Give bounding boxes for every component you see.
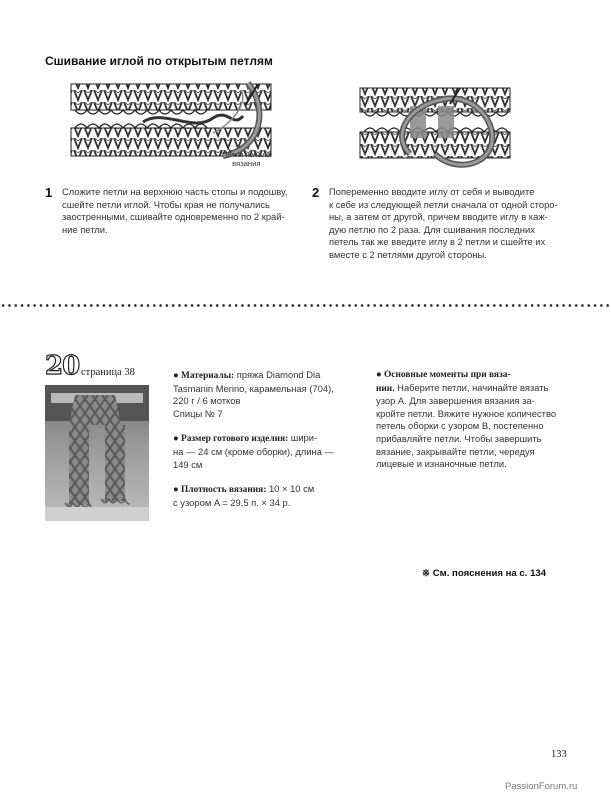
watermark: PassionForum.ru bbox=[505, 781, 578, 792]
step-number: 2 bbox=[312, 185, 320, 200]
callout-label: Петли начала вязания bbox=[222, 150, 271, 168]
scarf-photo bbox=[45, 385, 149, 521]
page-reference: страница 38 bbox=[81, 367, 135, 378]
pattern-details bbox=[173, 369, 334, 521]
reference-note: ※ См. пояснения на с. 134 bbox=[422, 568, 547, 579]
size-block: ● Размер готового изделия: шири- на — 24 см (кроме оборки), длина — 149 см bbox=[173, 432, 334, 470]
step-text: Попеременно вводите иглу от себя и выводите к себе из следующей петли сначала от одной сторо- ны, а затем от другой, причем вводите иглу в каж- дую петлю по 2 раза. Для сшивания последних петель так же введите иглу в 2 петли и сшейте их вместе с 2 петлями другой стороны. bbox=[329, 186, 558, 260]
step-number: 1 bbox=[45, 185, 53, 200]
page-number: 133 bbox=[551, 749, 567, 760]
step-text: Сложите петли на верхнюю часть стопы и подошву, сшейте петли иглой. Чтобы края не получались заостренными, сшивайте одновременно по 2 край- ние петли. bbox=[62, 186, 288, 235]
grafting-illustration-step2 bbox=[350, 84, 520, 174]
materials-block: ● Материалы: пряжа Diamond Dia Tasmanin Merino, карамельная (704), 220 г / 6 мотков Спицы № 7 bbox=[173, 369, 334, 419]
gauge-block: ● Плотность вязания: 10 × 10 см с узором A = 29,5 п. × 34 р. bbox=[173, 483, 315, 508]
section-title: Сшивание иглой по открытым петлям bbox=[45, 54, 273, 68]
dotted-divider bbox=[0, 304, 611, 307]
key-points: ● Основные моменты при вяза- нии. Наберите петли, начинайте вязать узор A. Для завершения вязания за- кройте петли. Вяжите нужное количество петель оборки с узором B, постепенно прибавляйте петли. Чтобы завершить вязание, закрывайте петли, чередуя лицевые и изнаночные петли. bbox=[376, 370, 557, 470]
pattern-number: 20 bbox=[45, 351, 80, 381]
